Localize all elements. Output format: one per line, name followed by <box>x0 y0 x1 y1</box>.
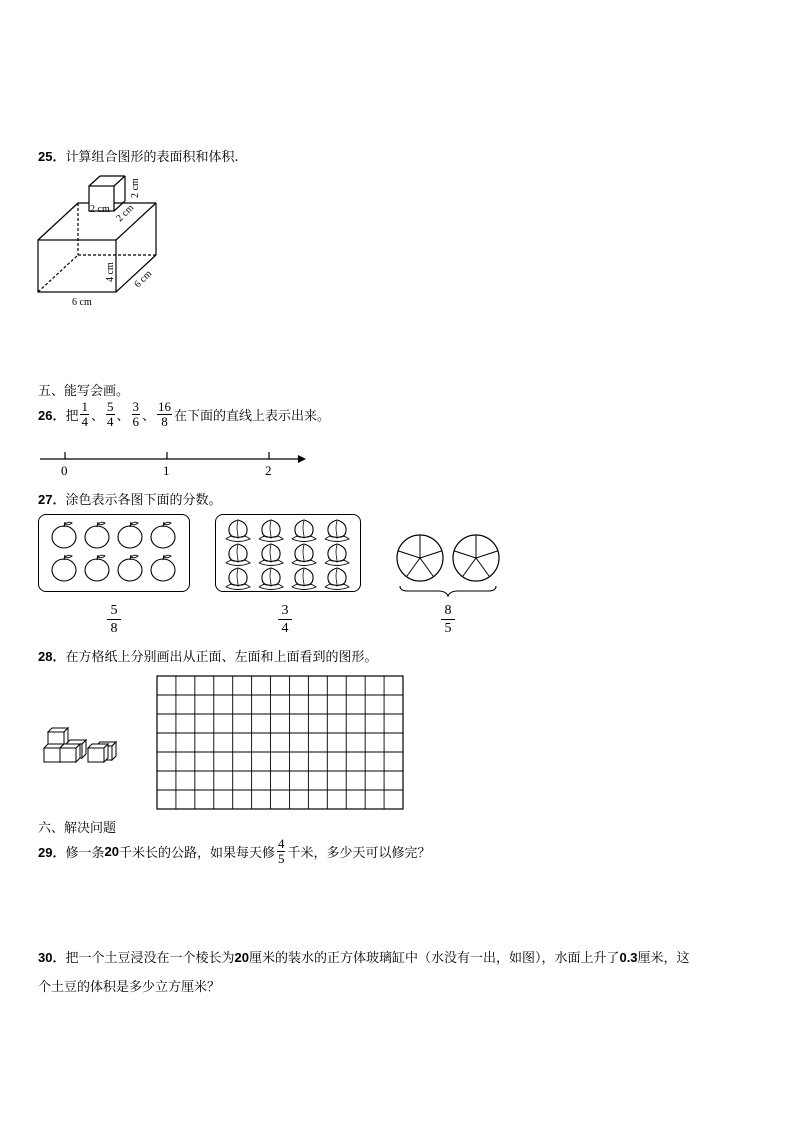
question-text-mid: 千米长的公路，如果每天修 <box>118 846 275 861</box>
question-text: 计算组合图形的表面积和体积. <box>65 150 239 165</box>
rise-value: 0.3 <box>619 950 638 965</box>
label-top-width: 2 cm <box>90 204 110 215</box>
peach-icon <box>292 520 316 542</box>
section-6-title: 六、解决问题 <box>38 821 117 836</box>
apple-icon <box>52 522 76 548</box>
edge-value: 20 <box>234 950 249 965</box>
separator: 、 <box>116 409 130 424</box>
grid-border <box>157 676 403 809</box>
question-number: 28． <box>38 649 66 664</box>
label-width: 6 cm <box>72 297 92 308</box>
brace <box>400 586 496 596</box>
divided-circle <box>397 535 443 581</box>
apple-icon <box>52 555 76 581</box>
peaches-group <box>216 515 360 591</box>
peach-icon <box>226 544 250 566</box>
peach-icon <box>325 568 349 590</box>
circles-group <box>392 530 502 600</box>
label-height: 4 cm <box>105 262 116 282</box>
question-text-post: 在下面的直线上表示出来。 <box>174 409 331 424</box>
question-27 <box>38 489 221 508</box>
peach-icon <box>325 520 349 542</box>
fraction-4: $\frac{16}{8}$ <box>158 399 172 429</box>
question-number: 26． <box>38 408 66 423</box>
question-number: 27． <box>38 492 66 507</box>
question-30-line-2: 个土豆的体积是多少立方厘米？ <box>38 980 221 995</box>
label-depth: 6 cm <box>132 268 155 291</box>
question-text-post: 千米，多少天可以修完？ <box>287 846 431 861</box>
section-5-title: 五、能写会画。 <box>38 384 130 399</box>
apple-icon <box>118 522 142 548</box>
fraction-peaches: 3 4 <box>278 603 292 636</box>
apple-icon <box>85 522 109 548</box>
peach-icon <box>259 568 283 590</box>
number-line <box>36 448 306 478</box>
apple-icon <box>151 522 175 548</box>
question-text: 涂色表示各图下面的分数。 <box>65 493 222 508</box>
question-text-pre: 把 <box>65 409 79 424</box>
peach-icon <box>226 520 250 542</box>
question-number: 30． <box>38 950 66 965</box>
apple-icon <box>151 555 175 581</box>
tick-label-1: 1 <box>163 463 170 478</box>
fraction-1: $\frac{1}{4}$ <box>81 399 88 429</box>
question-30-line-1 <box>38 947 690 966</box>
question-number: 29． <box>38 845 66 860</box>
question-29 <box>38 837 430 866</box>
question-25 <box>38 146 239 165</box>
peach-icon <box>292 568 316 590</box>
question-28 <box>38 646 377 665</box>
composite-cuboid-figure <box>30 170 170 310</box>
label-top-height: 2 cm <box>130 178 141 198</box>
tick-label-0: 0 <box>61 463 68 478</box>
peach-icon <box>259 520 283 542</box>
apple-icon <box>85 555 109 581</box>
separator: 、 <box>90 409 104 424</box>
fraction-apples: 5 8 <box>107 603 121 636</box>
fraction-daily: $\frac{4}{5}$ <box>277 836 285 866</box>
question-26 <box>38 400 330 429</box>
peach-icon <box>226 568 250 590</box>
cube-stack-figure <box>40 724 120 768</box>
question-number: 25． <box>38 149 66 164</box>
peach-icon <box>259 544 283 566</box>
apple-icon <box>118 555 142 581</box>
fraction-circles: 8 5 <box>441 603 455 636</box>
question-text-pre: 修一条 <box>65 846 105 861</box>
apples-panel <box>38 514 190 592</box>
square-grid-paper <box>156 675 404 810</box>
fraction-2: $\frac{5}{4}$ <box>107 399 114 429</box>
divided-circle <box>453 535 499 581</box>
peach-icon <box>292 544 316 566</box>
length-value: 20 <box>104 844 119 859</box>
question-text: 在方格纸上分别画出从正面、左面和上面看到的图形。 <box>65 650 378 665</box>
label-top-depth: 2 cm <box>114 202 137 225</box>
peach-icon <box>325 544 349 566</box>
question-text-a: 把一个土豆浸没在一个棱长为 <box>65 951 235 966</box>
peaches-panel <box>215 514 361 592</box>
fraction-3: $\frac{3}{6}$ <box>132 399 140 429</box>
apples-group <box>39 515 189 591</box>
separator: 、 <box>142 409 156 424</box>
question-text-b: 厘米的装水的正方体玻璃缸中（水没有一出，如图），水面上升了 <box>248 951 620 966</box>
question-text-c: 厘米，这 <box>637 951 690 966</box>
tick-label-2: 2 <box>265 463 272 478</box>
